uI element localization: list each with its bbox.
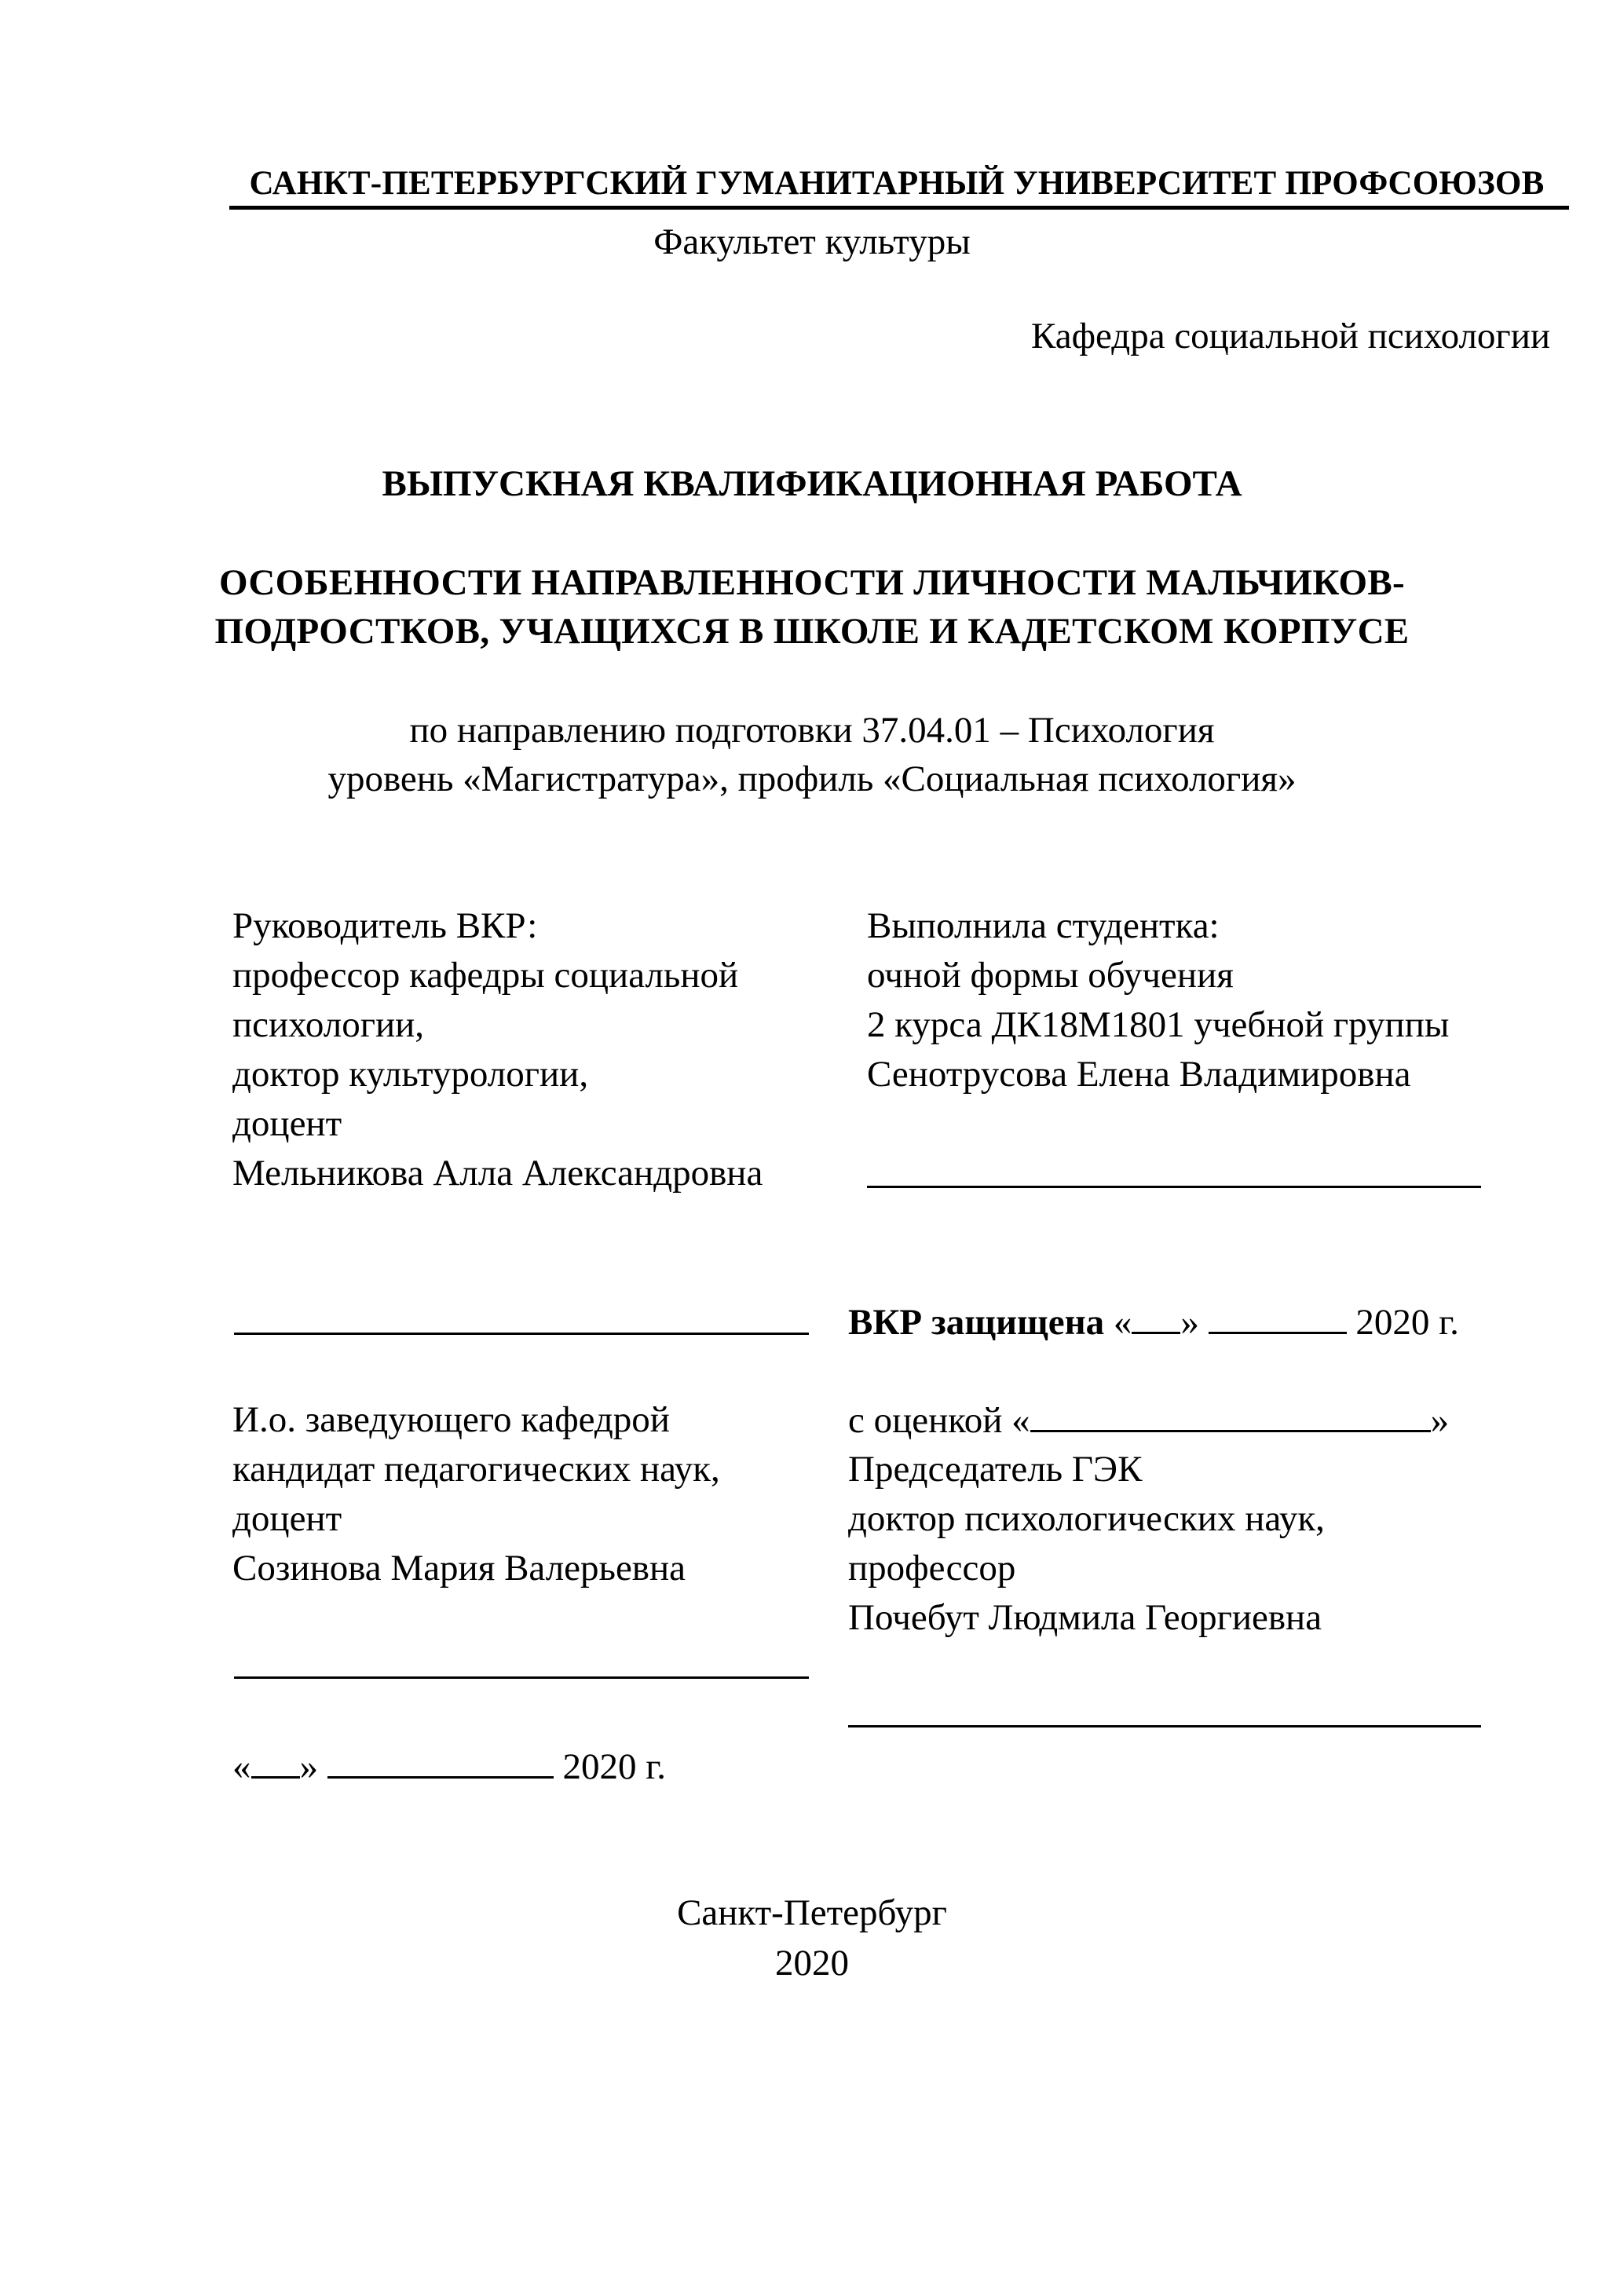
study-direction: по направлению подготовки 37.04.01 – Психология bbox=[409, 710, 1215, 751]
head-date-line bbox=[232, 1742, 666, 1792]
supervisor-label: Руководитель ВКР: bbox=[232, 905, 538, 946]
grade-prefix: с оценкой « bbox=[848, 1400, 1030, 1441]
head-of-department-block bbox=[232, 1395, 720, 1593]
student-label: Выполнила студентка: bbox=[867, 905, 1220, 946]
chairman-position: Председатель ГЭК bbox=[848, 1449, 1143, 1490]
student-block bbox=[867, 901, 1449, 1099]
chairman-block bbox=[848, 1445, 1325, 1643]
grade-field[interactable] bbox=[1030, 1398, 1431, 1432]
chairman-name: Почебут Людмила Георгиевна bbox=[848, 1597, 1322, 1638]
head-signature-line[interactable] bbox=[234, 1676, 809, 1679]
supervisor-block bbox=[232, 901, 763, 1198]
defense-year: 2020 г. bbox=[1355, 1302, 1459, 1343]
head-name: Созинова Мария Валерьевна bbox=[232, 1548, 686, 1589]
supervisor-signature-line[interactable] bbox=[234, 1333, 809, 1335]
chairman-title: профессор bbox=[848, 1548, 1016, 1589]
defense-line bbox=[848, 1297, 1459, 1347]
defense-month-field[interactable] bbox=[1209, 1300, 1347, 1334]
year: 2020 bbox=[775, 1943, 849, 1983]
faculty-name: Факультет культуры bbox=[653, 221, 971, 262]
head-date-day-field[interactable] bbox=[251, 1745, 300, 1779]
defense-open-quote: « bbox=[1113, 1302, 1132, 1343]
grade-line bbox=[848, 1395, 1449, 1446]
head-date-month-field[interactable] bbox=[327, 1745, 554, 1779]
head-date-open-quote: « bbox=[232, 1746, 251, 1787]
head-date-year: 2020 г. bbox=[562, 1746, 666, 1787]
defense-day-field[interactable] bbox=[1132, 1300, 1180, 1334]
header-divider bbox=[229, 206, 1569, 210]
university-name: САНКТ-ПЕТЕРБУРГСКИЙ ГУМАНИТАРНЫЙ УНИВЕРСИТЕТ ПРОФСОЮЗОВ bbox=[249, 165, 1545, 202]
head-title: доцент bbox=[232, 1498, 342, 1539]
supervisor-name: Мельникова Алла Александровна bbox=[232, 1153, 763, 1194]
city: Санкт-Петербург bbox=[677, 1892, 947, 1933]
department-name: Кафедра социальной психологии bbox=[1031, 316, 1550, 356]
student-group: 2 курса ДК18М1801 учебной группы bbox=[867, 1004, 1450, 1045]
work-title-line-2: ПОДРОСТКОВ, УЧАЩИХСЯ В ШКОЛЕ И КАДЕТСКОМ КОРПУСЕ bbox=[214, 611, 1410, 652]
head-position: И.о. заведующего кафедрой bbox=[232, 1399, 670, 1440]
head-degree: кандидат педагогических наук, bbox=[232, 1449, 720, 1490]
student-name: Сенотрусова Елена Владимировна bbox=[867, 1054, 1411, 1095]
student-study-form: очной формы обучения bbox=[867, 955, 1234, 996]
supervisor-position-cont: психологии, bbox=[232, 1004, 425, 1045]
chairman-degree: доктор психологических наук, bbox=[848, 1498, 1325, 1539]
study-level-profile: уровень «Магистратура», профиль «Социальная психология» bbox=[327, 759, 1297, 799]
supervisor-degree: доктор культурологии, bbox=[232, 1054, 589, 1095]
work-type: ВЫПУСКНАЯ КВАЛИФИКАЦИОННАЯ РАБОТА bbox=[382, 463, 1242, 504]
defense-label: ВКР защищена bbox=[848, 1302, 1105, 1343]
student-signature-line[interactable] bbox=[867, 1186, 1481, 1188]
defense-close-quote: » bbox=[1180, 1302, 1199, 1343]
chairman-signature-line[interactable] bbox=[848, 1725, 1481, 1727]
supervisor-position: профессор кафедры социальной bbox=[232, 955, 739, 996]
work-title-line-1: ОСОБЕННОСТИ НАПРАВЛЕННОСТИ ЛИЧНОСТИ МАЛЬЧИКОВ- bbox=[218, 562, 1406, 603]
head-date-close-quote: » bbox=[299, 1746, 318, 1787]
grade-suffix: » bbox=[1430, 1400, 1450, 1441]
supervisor-title: доцент bbox=[232, 1103, 342, 1144]
